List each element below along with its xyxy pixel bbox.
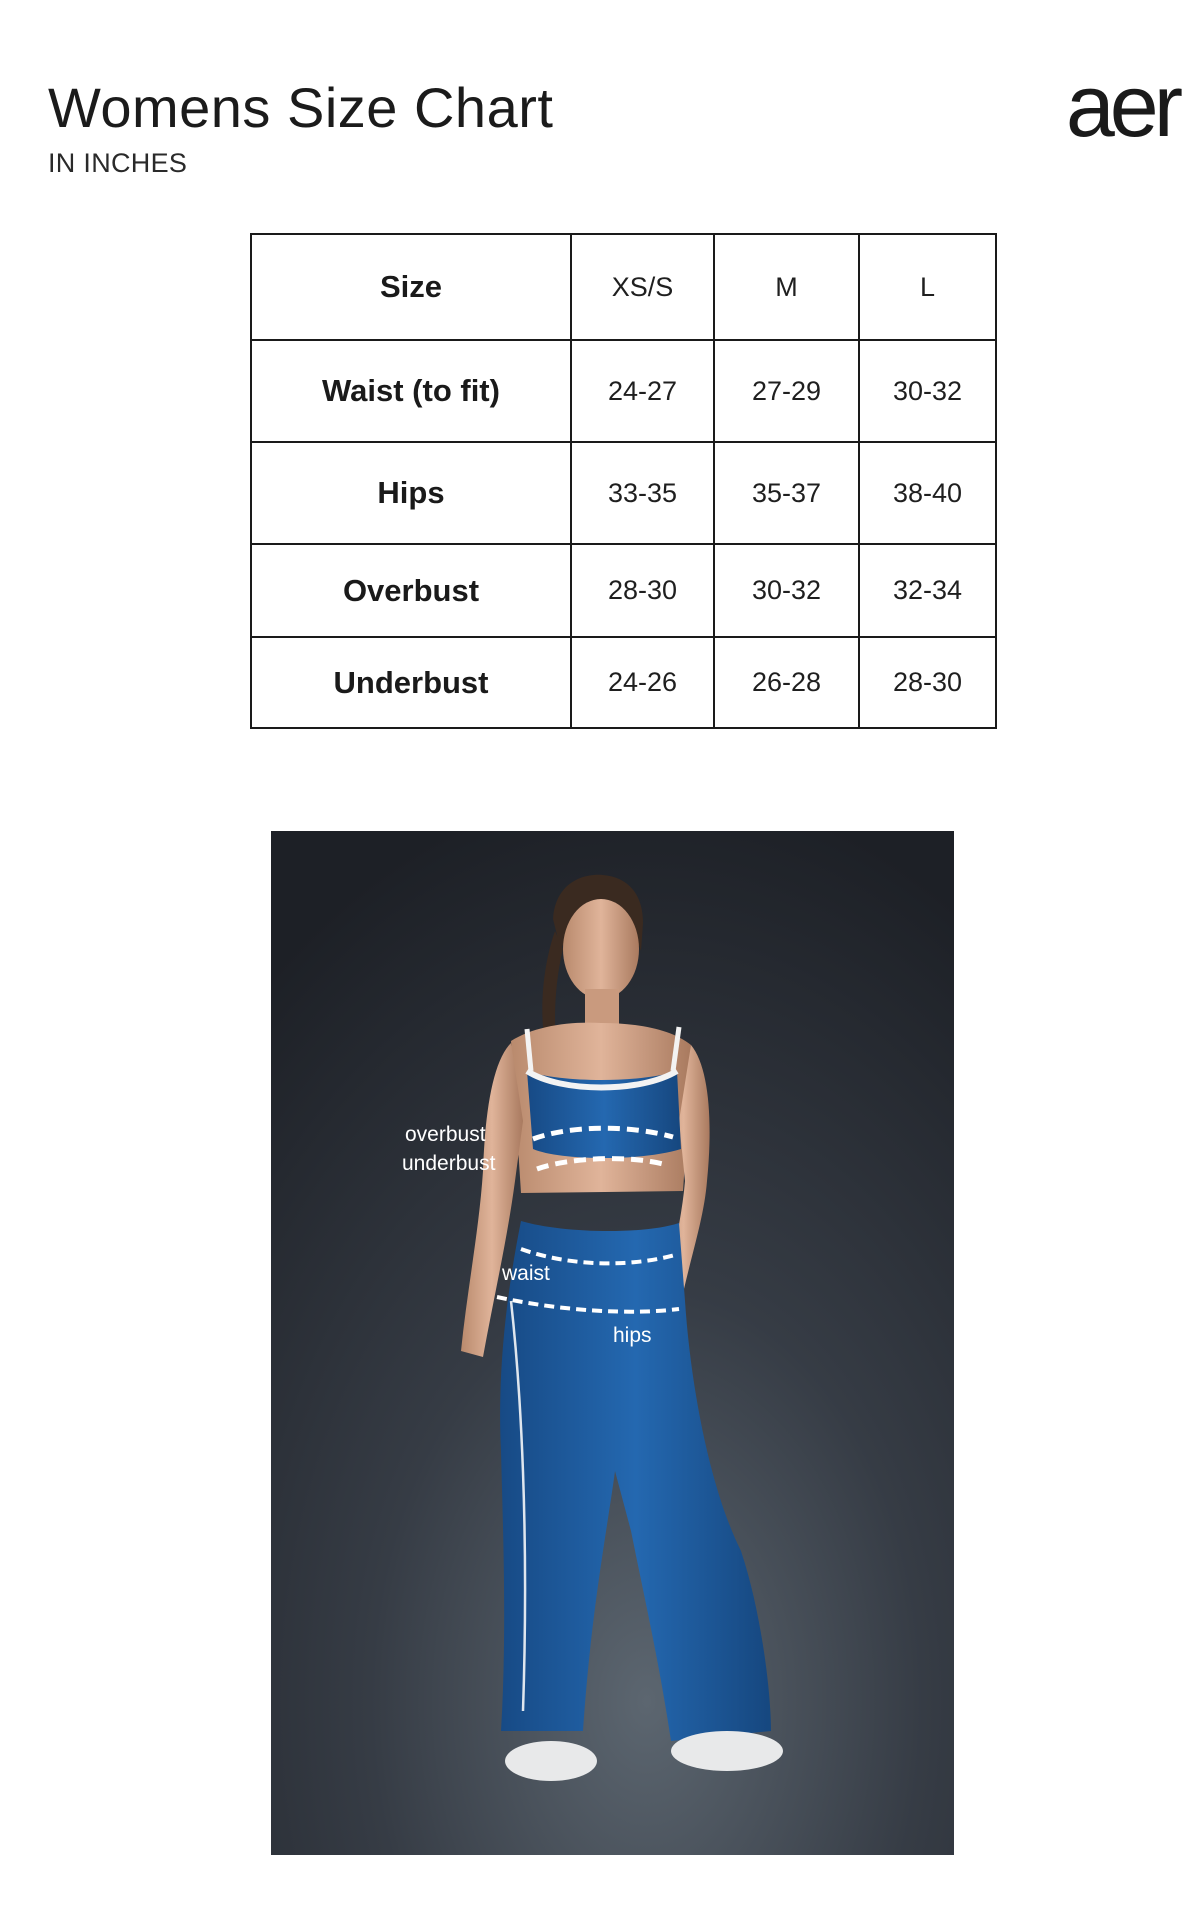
head-shape bbox=[563, 899, 639, 999]
neck-shape bbox=[585, 989, 619, 1025]
column-header-xs-s: XS/S bbox=[571, 234, 714, 340]
left-shoe bbox=[505, 1741, 597, 1781]
table-cell: 30-32 bbox=[714, 544, 859, 637]
table-cell: 38-40 bbox=[859, 442, 996, 544]
table-cell: 28-30 bbox=[859, 637, 996, 728]
table-cell: 27-29 bbox=[714, 340, 859, 442]
underbust-label: underbust bbox=[402, 1152, 496, 1175]
unit-subtitle: IN INCHES bbox=[48, 148, 188, 178]
model-measurement-photo bbox=[271, 831, 954, 1855]
waist-label: waist bbox=[502, 1262, 550, 1285]
brand-logo: aer bbox=[1065, 56, 1178, 155]
page-title: Womens Size Chart bbox=[48, 76, 554, 139]
row-label-overbust: Overbust bbox=[251, 544, 571, 637]
row-label-hips: Hips bbox=[251, 442, 571, 544]
column-header-l: L bbox=[859, 234, 996, 340]
table-cell: 24-26 bbox=[571, 637, 714, 728]
table-cell: 26-28 bbox=[714, 637, 859, 728]
column-header-m: M bbox=[714, 234, 859, 340]
hips-label: hips bbox=[613, 1324, 652, 1347]
right-shoe bbox=[671, 1731, 783, 1771]
row-label-underbust: Underbust bbox=[251, 637, 571, 728]
table-header-row bbox=[251, 234, 996, 340]
table-row-waist bbox=[251, 340, 996, 442]
size-header-cell: Size bbox=[251, 234, 571, 340]
table-cell: 33-35 bbox=[571, 442, 714, 544]
row-label-waist: Waist (to fit) bbox=[251, 340, 571, 442]
table-cell: 35-37 bbox=[714, 442, 859, 544]
size-chart-table bbox=[250, 233, 997, 729]
table-row-underbust bbox=[251, 637, 996, 728]
table-cell: 28-30 bbox=[571, 544, 714, 637]
table-cell: 30-32 bbox=[859, 340, 996, 442]
model-illustration bbox=[271, 831, 954, 1855]
overbust-label: overbust bbox=[405, 1123, 486, 1146]
table-row-overbust bbox=[251, 544, 996, 637]
table-row-hips bbox=[251, 442, 996, 544]
table-cell: 32-34 bbox=[859, 544, 996, 637]
table-cell: 24-27 bbox=[571, 340, 714, 442]
